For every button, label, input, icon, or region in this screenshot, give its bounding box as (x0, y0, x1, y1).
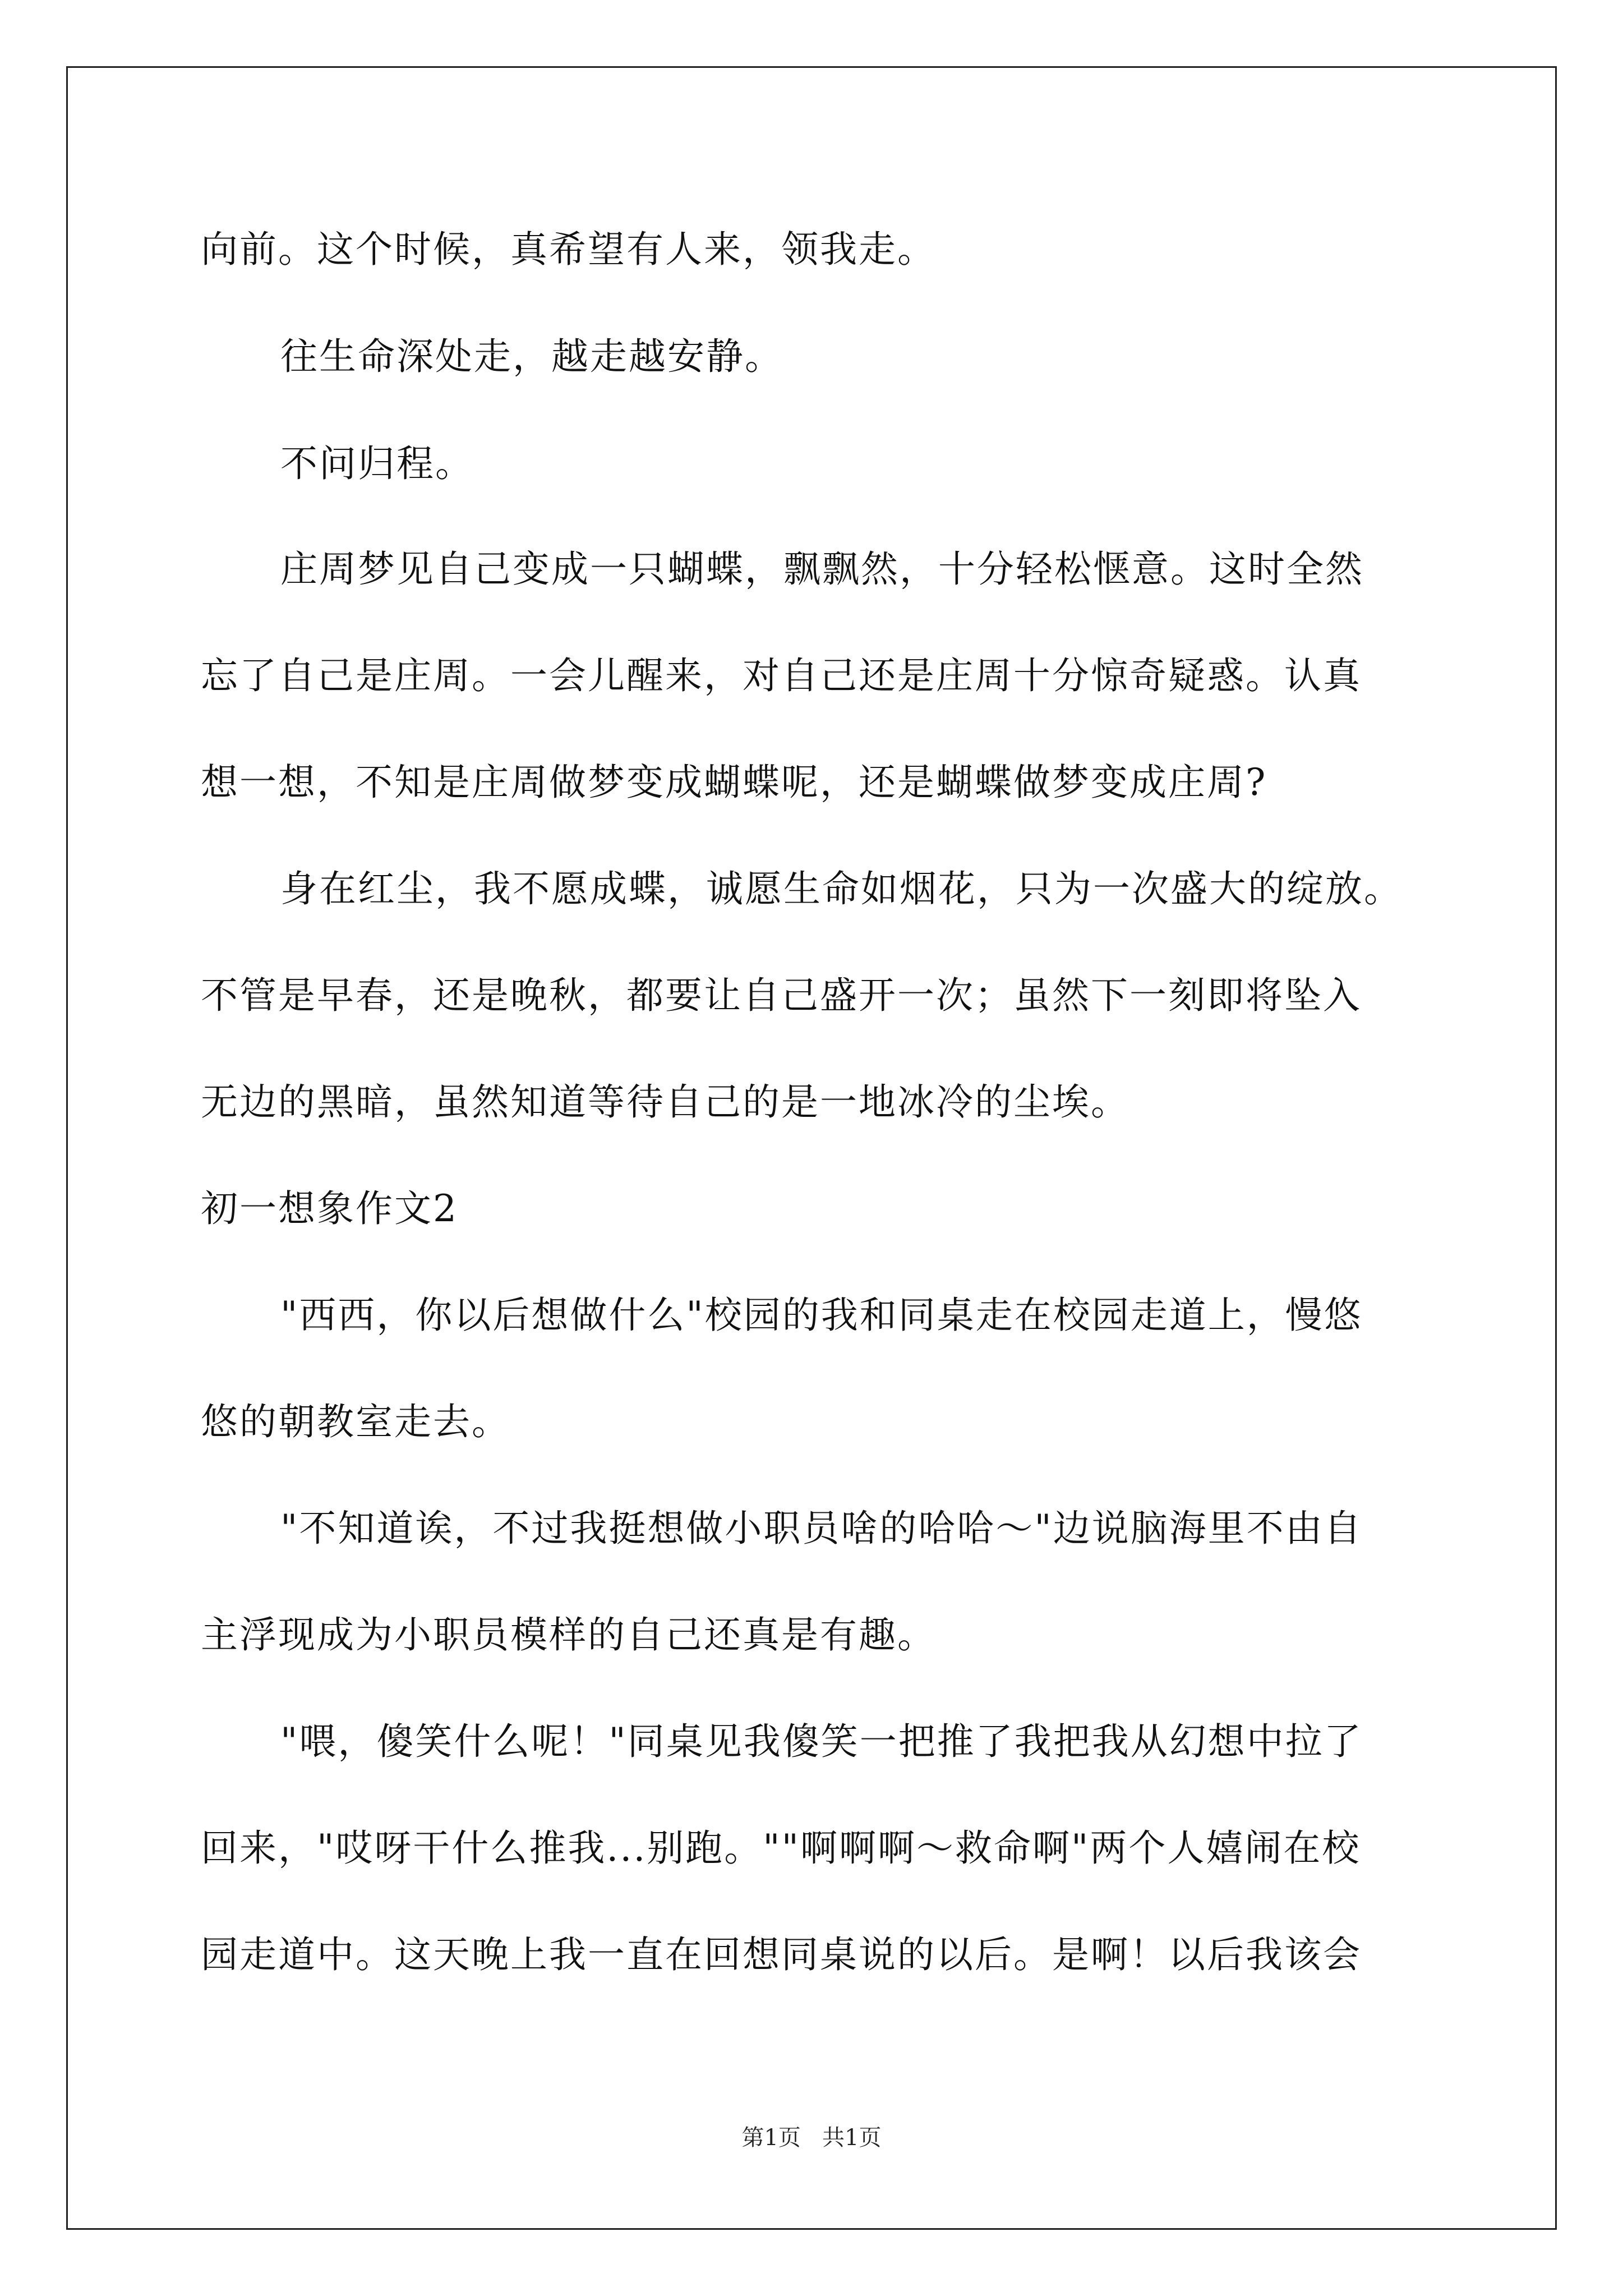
text-line: 无边的黑暗，虽然知道等待自己的是一地冰冷的尘埃。 (201, 1080, 1129, 1124)
text-line: 想一想，不知是庄周做梦变成蝴蝶呢，还是蝴蝶做梦变成庄周? (201, 761, 1267, 804)
text-line: 园走道中。这天晚上我一直在回想同桌说的以后。是啊！以后我该会 (201, 1933, 1362, 1976)
text-line: 悠的朝教室走去。 (201, 1400, 510, 1443)
text-line: 不问归程。 (280, 442, 474, 485)
text-line: 回来，"哎呀干什么推我...别跑。""啊啊啊～救命啊"两个人嬉闹在校 (201, 1826, 1361, 1870)
text-line: "西西，你以后想做什么"校园的我和同桌走在校园走道上，慢悠 (280, 1294, 1363, 1337)
text-line: "不知道诶，不过我挺想做小职员啥的哈哈～"边说脑海里不由自 (280, 1507, 1363, 1550)
text-line: 主浮现成为小职员模样的自己还真是有趣。 (201, 1613, 936, 1657)
text-line: 往生命深处走，越走越安静。 (280, 335, 783, 378)
text-line: 忘了自己是庄周。一会儿醒来，对自己还是庄周十分惊奇疑惑。认真 (201, 654, 1362, 697)
section-heading: 初一想象作文2 (201, 1187, 458, 1230)
text-line: "喂，傻笑什么呢！"同桌见我傻笑一把推了我把我从幻想中拉了 (280, 1720, 1363, 1763)
text-line: 不管是早春，还是晚秋，都要让自己盛开一次；虽然下一刻即将坠入 (201, 974, 1362, 1017)
text-line: 向前。这个时候，真希望有人来，领我走。 (201, 228, 936, 271)
page-footer: 第1页 共1页 (741, 2125, 882, 2151)
page-border (66, 66, 1557, 2230)
text-line: 庄周梦见自己变成一只蝴蝶，飘飘然，十分轻松惬意。这时全然 (280, 547, 1364, 591)
text-line: 身在红尘，我不愿成蝶，诚愿生命如烟花，只为一次盛大的绽放。 (280, 867, 1403, 910)
